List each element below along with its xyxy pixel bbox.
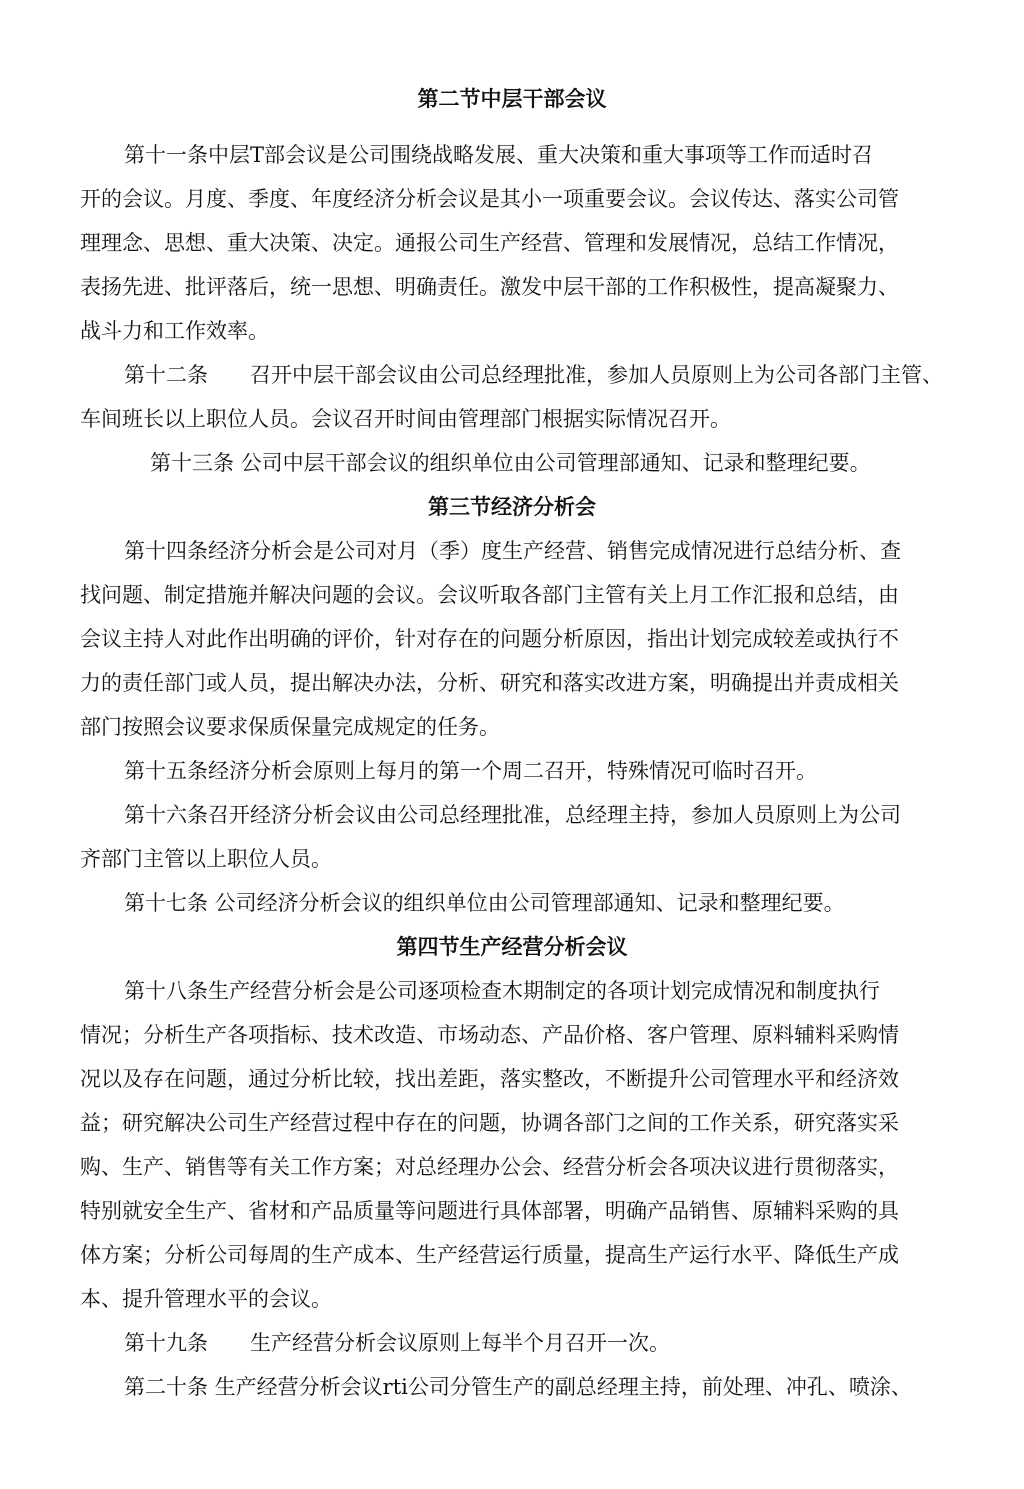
section-heading: 第三节经济分析会 [428, 494, 596, 519]
text-line: 开的会议。月度、季度、年度经济分析会议是其小一项重要会议。会议传达、落实公司管 [80, 187, 899, 211]
text-line: 第十七条 公司经济分析会议的组织单位由公司管理部通知、记录和整理纪要。 [124, 891, 845, 915]
text-line: 会议主持人对此作出明确的评价，针对存在的问题分析原因，指出计划完成较差或执行不 [80, 627, 899, 651]
text-line: 找问题、制定措施并解决问题的会议。会议听取各部门主管有关上月工作汇报和总结，由 [80, 583, 899, 607]
text-line: 理理念、思想、重大决策、决定。通报公司生产经营、管理和发展情况，总结工作情况， [80, 231, 899, 255]
text-line: 力的责任部门或人员，提出解决办法，分析、研究和落实改进方案，明确提出并责成相关 [80, 671, 899, 695]
text-line: 体方案；分析公司每周的生产成本、生产经营运行质量，提高生产运行水平、降低生产成 [80, 1243, 899, 1267]
text-line: 第十八条生产经营分析会是公司逐项检查木期制定的各项计划完成情况和制度执行 [124, 979, 880, 1003]
text-line: 第二十条 生产经营分析会议rti公司分管生产的副总经理主持，前处理、冲孔、喷涂、 [124, 1375, 912, 1399]
section-heading: 第二节中层干部会议 [417, 86, 607, 111]
text-line: 表扬先进、批评落后，统一思想、明确责任。激发中层干部的工作积极性，提高凝聚力、 [80, 275, 899, 299]
text-line: 第十一条中层T部会议是公司围绕战略发展、重大决策和重大事项等工作而适时召 [124, 143, 874, 167]
text-line: 益；研究解决公司生产经营过程中存在的问题，协调各部门之间的工作关系，研究落实采 [80, 1111, 899, 1135]
section-heading: 第四节生产经营分析会议 [396, 934, 628, 959]
text-line: 购、生产、销售等有关工作方案；对总经理办公会、经营分析会各项决议进行贯彻落实， [80, 1155, 899, 1179]
text-line: 第十五条经济分析会原则上每月的第一个周二召开，特殊情况可临时召开。 [124, 759, 817, 783]
text-line: 车间班长以上职位人员。会议召开时间由管理部门根据实际情况召开。 [80, 407, 731, 431]
text-line: 第十三条 公司中层干部会议的组织单位由公司管理部通知、记录和整理纪要。 [150, 451, 871, 475]
text-line: 本、提升管理水平的会议。 [80, 1287, 332, 1311]
text-line: 战斗力和工作效率。 [80, 319, 269, 343]
text-line: 第十四条经济分析会是公司对月（季）度生产经营、销售完成情况进行总结分析、查 [124, 539, 901, 563]
text-line: 特别就安全生产、省材和产品质量等问题进行具体部署，明确产品销售、原辅料采购的具 [80, 1199, 899, 1223]
text-line: 情况；分析生产各项指标、技术改造、市场动态、产品价格、客户管理、原料辅料采购情 [80, 1023, 899, 1047]
text-line: 第十六条召开经济分析会议由公司总经理批准，总经理主持，参加人员原则上为公司 [124, 803, 901, 827]
text-line: 第十九条 生产经营分析会议原则上每半个月召开一次。 [124, 1331, 670, 1355]
text-line: 况以及存在问题，通过分析比较，找出差距，落实整改，不断提升公司管理水平和经济效 [80, 1067, 899, 1091]
text-line: 第十二条 召开中层干部会议由公司总经理批准，参加人员原则上为公司各部门主管、 [124, 363, 943, 387]
text-line: 齐部门主管以上职位人员。 [80, 847, 332, 871]
text-line: 部门按照会议要求保质保量完成规定的任务。 [80, 715, 500, 739]
